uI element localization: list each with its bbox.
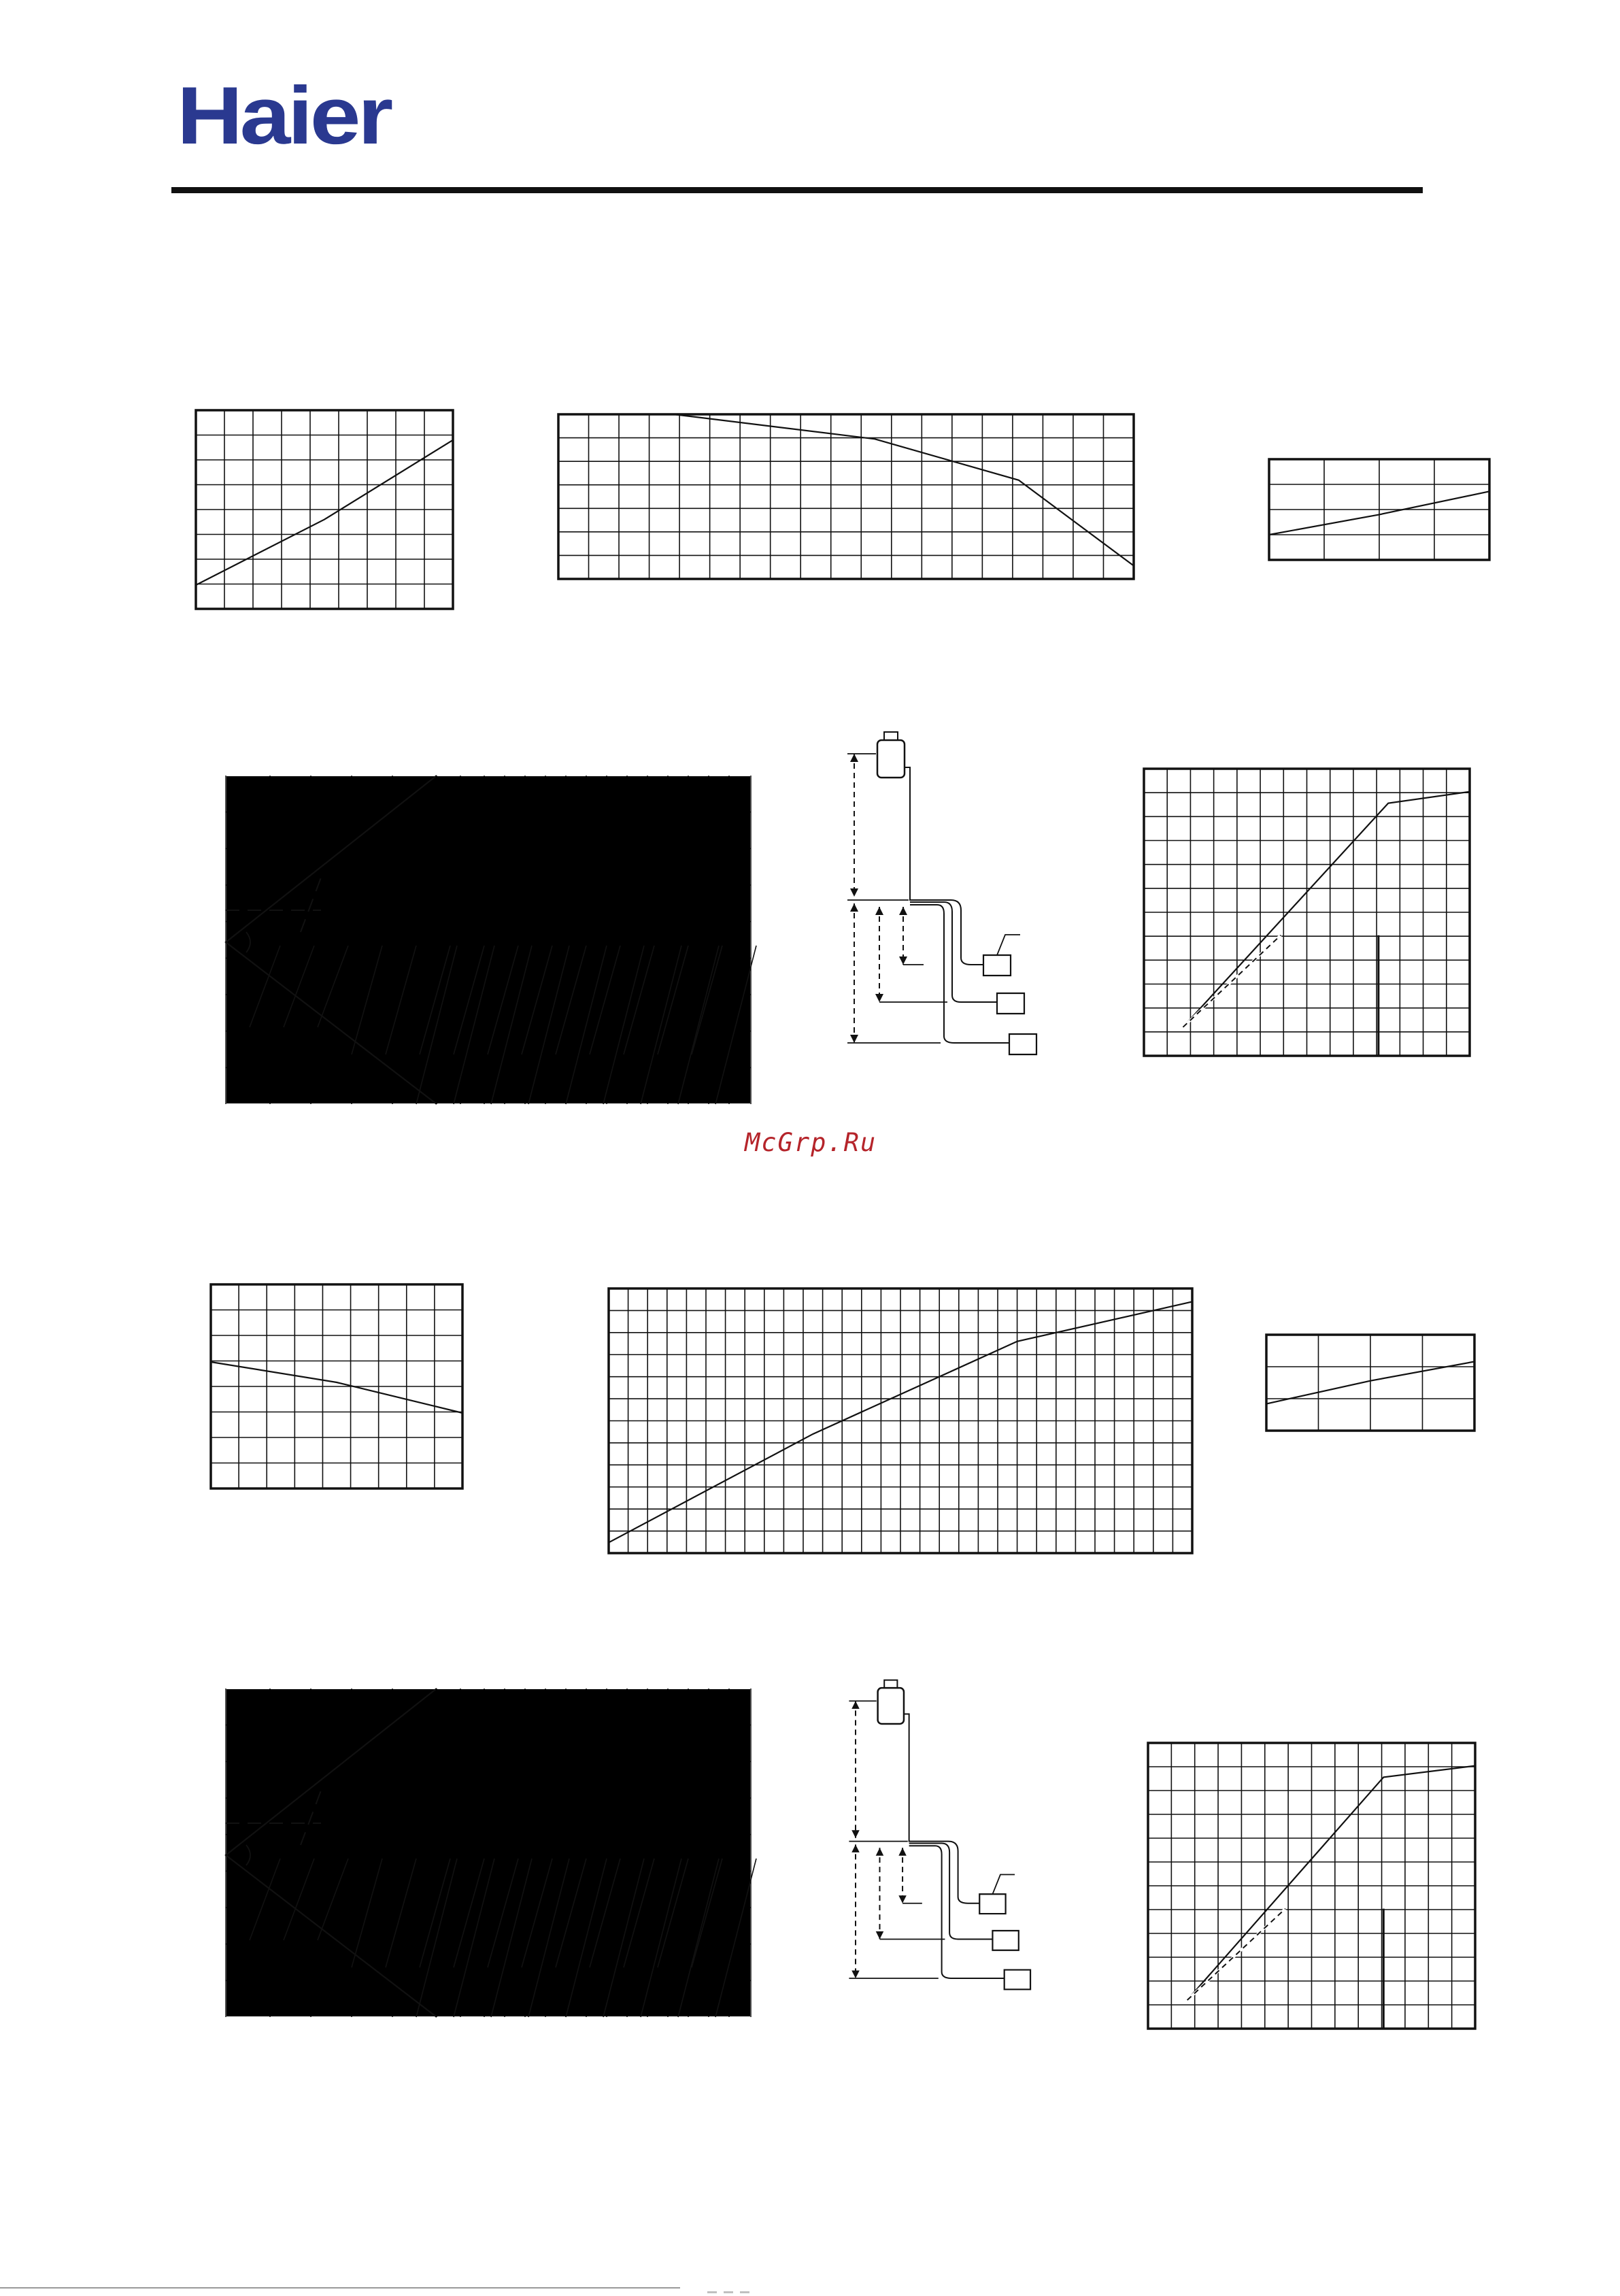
outdoor-unit-b: [997, 993, 1024, 1014]
chart-grid: [558, 414, 1134, 579]
indoor-unit-box: [877, 740, 905, 778]
dim-arrow: [899, 956, 907, 965]
chart-grid: [1269, 459, 1489, 560]
dim-arrow: [850, 888, 858, 897]
chart-grid: [1144, 769, 1470, 1056]
psy-frame: [226, 776, 750, 1103]
section1-piping-diagram: [842, 727, 1066, 1060]
chart-grid: [1266, 1335, 1474, 1431]
psy-frame: [226, 1689, 750, 2016]
chart-grid: [211, 1284, 462, 1488]
section1-psychrometric-diagram: [226, 776, 751, 1104]
dim-arrow: [876, 1848, 884, 1856]
footer-rule: [0, 2287, 680, 2289]
section2-chart-right: [1265, 1333, 1476, 1432]
dim-arrow: [898, 1895, 907, 1903]
section2-chart-middle: [607, 1287, 1194, 1554]
section2-chart-climb: [1147, 1742, 1476, 2030]
indoor-unit-cap: [884, 1680, 897, 1688]
pipe-3: [910, 905, 1009, 1043]
dim-arrow: [850, 1035, 858, 1043]
section1-chart-left: [195, 409, 454, 610]
dim-arrow: [898, 1848, 907, 1856]
outdoor-unit-c: [1009, 1034, 1036, 1054]
chart-frame: [558, 414, 1134, 579]
section1-chart-right: [1268, 458, 1491, 561]
dim-arrow: [875, 994, 883, 1002]
indoor-unit-cap: [884, 732, 898, 740]
outdoor-unit-a: [983, 955, 1011, 976]
dim-arrow: [851, 1844, 860, 1852]
header-rule: [171, 187, 1423, 193]
series-line: [196, 440, 453, 585]
haier-logo: Haier: [177, 70, 390, 161]
dim-arrow: [899, 907, 907, 915]
series-line: [673, 414, 1134, 566]
series-line: [1183, 792, 1470, 1027]
series-line: [211, 1362, 462, 1413]
chart-grid: [609, 1288, 1192, 1553]
dim-arrow: [850, 903, 858, 912]
section2-chart-left: [209, 1283, 464, 1490]
dim-arrow: [851, 1701, 860, 1709]
pipe-2: [909, 1843, 993, 1939]
indoor-unit-box: [878, 1688, 904, 1724]
dim-arrow: [851, 1971, 860, 1979]
watermark-text: McGrp.Ru: [745, 1128, 877, 1157]
chart-grid: [196, 410, 453, 609]
leader-line: [992, 1875, 1015, 1895]
footer-mark: [707, 2283, 789, 2287]
series-line: [1187, 1766, 1475, 2000]
section2-piping-diagram: [839, 1675, 1064, 1995]
dim-arrow: [876, 1931, 884, 1940]
section2-psychrometric-diagram: [226, 1688, 751, 2017]
leader-line: [997, 935, 1020, 955]
section1-chart-middle: [557, 413, 1135, 580]
dim-arrow: [875, 907, 883, 915]
outdoor-unit-b: [992, 1931, 1018, 1950]
outdoor-unit-a: [979, 1894, 1005, 1914]
dim-arrow: [851, 1830, 860, 1838]
section1-chart-climb: [1143, 767, 1471, 1057]
pipe-3: [909, 1846, 1005, 1978]
chart-grid: [1148, 1743, 1475, 2029]
dim-arrow: [850, 754, 858, 762]
pipe-2: [910, 902, 997, 1002]
outdoor-unit-c: [1005, 1970, 1030, 1990]
